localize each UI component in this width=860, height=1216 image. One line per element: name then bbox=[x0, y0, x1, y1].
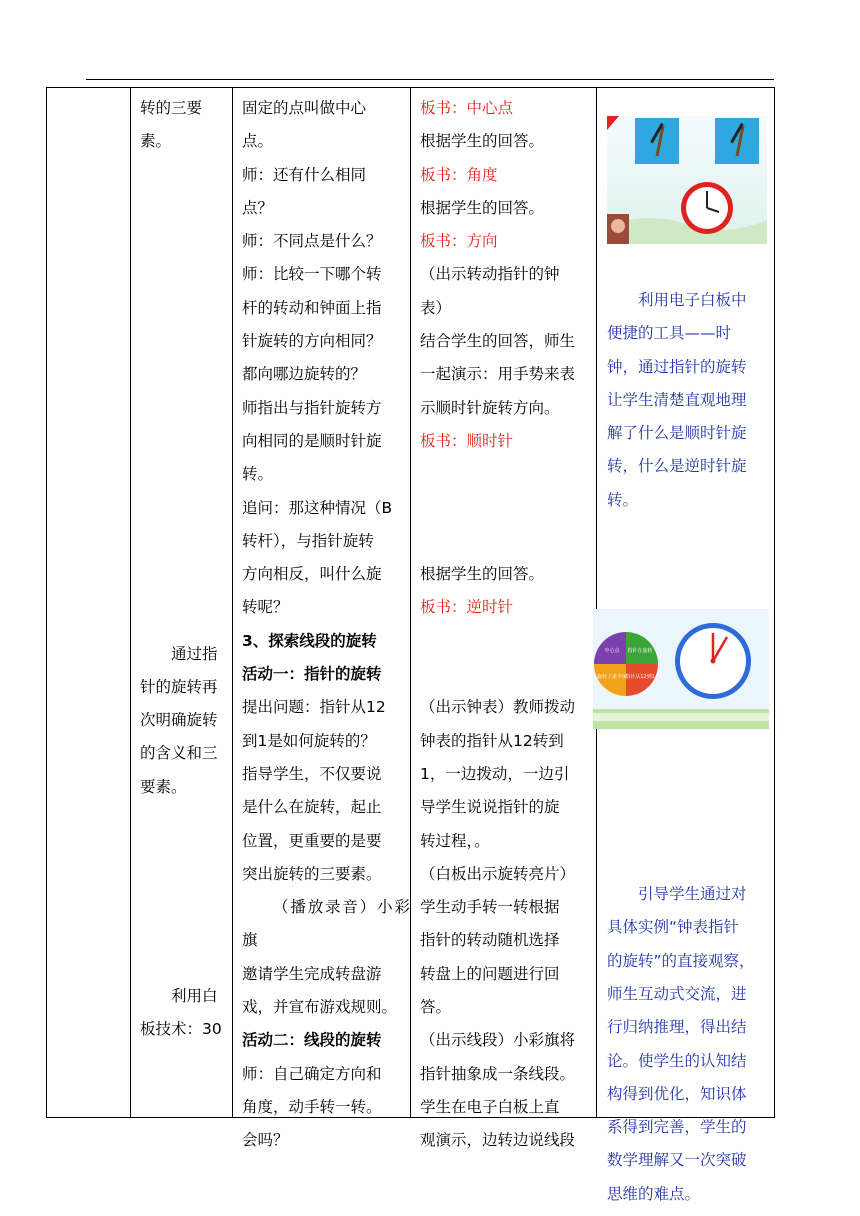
student-line: 转过程，。 bbox=[420, 831, 490, 850]
student-line: （出示钟表）教师拨动 bbox=[420, 698, 576, 717]
board-note: 板书：顺时针 bbox=[420, 431, 514, 450]
objective-line: 利用白 bbox=[171, 987, 218, 1006]
board-note: 板书：角度 bbox=[420, 165, 498, 184]
teacher-line: 方向相反，叫什么旋 bbox=[242, 565, 382, 584]
design-note-line: 思维的难点。 bbox=[607, 1184, 701, 1203]
student-line: 学生在电子白板上直 bbox=[420, 1097, 560, 1116]
student-line: 示顺时针旋转方向。 bbox=[420, 398, 560, 417]
objective-column bbox=[140, 88, 232, 1047]
teacher-line: 师：还有什么相同 bbox=[242, 165, 367, 184]
teacher-line: 针旋转的方向相同？ bbox=[242, 332, 382, 351]
student-line: 指针的转动随机选择 bbox=[420, 931, 560, 950]
rotating-rods-clock-image bbox=[607, 116, 767, 244]
pie-label: 指针从12到1 bbox=[625, 674, 655, 680]
student-line: 学生动手转一转根据 bbox=[420, 898, 560, 917]
activity-title: 活动一：指针的旋转 bbox=[242, 665, 382, 684]
teacher-line: （播放录音）小彩旗 bbox=[242, 898, 410, 950]
header-rule bbox=[86, 79, 774, 80]
teacher-line: 师：比较一下哪个转 bbox=[242, 265, 382, 284]
student-line: 一起演示：用手势来表 bbox=[420, 365, 576, 384]
student-line: 指针抽象成一条线段。 bbox=[420, 1064, 576, 1083]
board-note: 板书：逆时针 bbox=[420, 598, 514, 617]
column-divider bbox=[130, 88, 131, 1117]
objective-line: 要素。 bbox=[140, 777, 187, 796]
design-note-line: 转。 bbox=[607, 490, 639, 509]
teacher-line: 师指出与指针旋转方 bbox=[242, 398, 382, 417]
objective-line: 素。 bbox=[140, 132, 172, 151]
objective-line: 次明确旋转 bbox=[140, 711, 218, 730]
teacher-line: 转杆），与指针旋转 bbox=[242, 531, 374, 550]
student-line: 结合学生的回答，师生 bbox=[420, 332, 576, 351]
objective-line: 板技术：30 bbox=[140, 1020, 222, 1039]
teacher-line: 到1是如何旋转的？ bbox=[242, 731, 376, 750]
student-line: 答。 bbox=[420, 998, 452, 1017]
teacher-line: 指导学生，不仅要说 bbox=[242, 764, 382, 783]
teacher-line: 固定的点叫做中心 bbox=[242, 99, 367, 117]
objective-line: 的含义和三 bbox=[140, 744, 218, 763]
design-column bbox=[596, 88, 767, 1211]
student-line: 钟表的指针从12转到 bbox=[420, 731, 564, 750]
student-line: 根据学生的回答。 bbox=[420, 198, 545, 217]
teacher-line: 点。 bbox=[242, 132, 274, 151]
teacher-line: 向相同的是顺时针旋 bbox=[242, 431, 382, 450]
teacher-line: 提出问题：指针从12 bbox=[242, 698, 386, 717]
design-note-line: 利用电子白板中 bbox=[638, 291, 747, 309]
design-note-line: 的旋转”的直接观察， bbox=[607, 951, 755, 970]
spinner-clock-image bbox=[593, 609, 769, 729]
teacher-column bbox=[242, 88, 410, 1158]
column-divider bbox=[410, 88, 411, 1117]
student-line: 观演示，边转边说线段 bbox=[420, 1131, 576, 1150]
student-line: 根据学生的回答。 bbox=[420, 565, 545, 584]
teacher-line: 点？ bbox=[242, 198, 274, 217]
design-note-line: 构得到优化，知识体 bbox=[607, 1084, 747, 1103]
design-note-line: 便捷的工具——时 bbox=[607, 324, 732, 343]
student-line: 1，一边拨动，一边引 bbox=[420, 764, 570, 783]
design-note-line: 具体实例“钟表指针 bbox=[607, 918, 740, 937]
teacher-line: 转。 bbox=[242, 465, 274, 484]
teacher-line: 突出旋转的三要素。 bbox=[242, 864, 382, 883]
student-line: （出示线段）小彩旗将 bbox=[420, 1031, 576, 1050]
design-note-line: 解了什么是顺时针旋 bbox=[607, 424, 747, 443]
student-line: 根据学生的回答。 bbox=[420, 132, 545, 151]
teacher-line: 师：自己确定方向和 bbox=[242, 1064, 382, 1083]
board-note: 板书：方向 bbox=[420, 232, 498, 251]
objective-line: 通过指 bbox=[171, 644, 218, 663]
teacher-line: 是什么在旋转，起止 bbox=[242, 798, 382, 817]
objective-line: 转的三要 bbox=[140, 99, 203, 117]
design-note-line: 引导学生通过对 bbox=[638, 885, 747, 904]
section-heading: 3、探索线段的旋转 bbox=[242, 631, 377, 650]
pie-label: 指针在旋转 bbox=[627, 648, 653, 654]
design-note-line: 行归纳推理，得出结 bbox=[607, 1018, 747, 1037]
teacher-line: 都向哪边旋转的？ bbox=[242, 365, 367, 384]
design-note-line: 论。使学生的认知结 bbox=[607, 1051, 747, 1070]
lesson-plan-table bbox=[46, 87, 775, 1203]
teacher-line: 位置，更重要的是要 bbox=[242, 831, 382, 850]
student-line: 导学生说说指针的旋 bbox=[420, 798, 560, 817]
design-note-line: 钟，通过指针的旋转 bbox=[607, 357, 747, 376]
student-line: 表） bbox=[420, 298, 452, 317]
objective-line: 针的旋转再 bbox=[140, 677, 218, 696]
teacher-line: 戏，并宣布游戏规则。 bbox=[242, 998, 398, 1017]
column-divider bbox=[232, 88, 233, 1117]
pie-label: 旋转了多少度 bbox=[596, 674, 628, 680]
teacher-line: 会吗？ bbox=[242, 1131, 289, 1150]
student-line: （白板出示旋转亮片） bbox=[420, 864, 576, 883]
board-note: 板书：中心点 bbox=[420, 99, 514, 117]
activity-title: 活动二：线段的旋转 bbox=[242, 1031, 382, 1050]
student-line: （出示转动指针的钟 bbox=[420, 265, 560, 284]
design-note-line: 让学生清楚直观地理 bbox=[607, 390, 747, 409]
teacher-line: 邀请学生完成转盘游 bbox=[242, 964, 382, 983]
teacher-line: 角度，动手转一转。 bbox=[242, 1097, 382, 1116]
design-note-line: 数学理解又一次突破 bbox=[607, 1151, 747, 1170]
teacher-line: 追问：那这种情况（B bbox=[242, 498, 393, 517]
teacher-line: 杆的转动和钟面上指 bbox=[242, 298, 382, 317]
design-note-line: 转，什么是逆时针旋 bbox=[607, 457, 747, 476]
student-line: 转盘上的问题进行回 bbox=[420, 964, 560, 983]
teacher-line: 师：不同点是什么？ bbox=[242, 232, 382, 251]
pie-label: 中心点 bbox=[604, 648, 620, 654]
teacher-line: 转呢？ bbox=[242, 598, 289, 617]
student-column bbox=[420, 88, 598, 1158]
design-note-line: 系得到完善，学生的 bbox=[607, 1118, 747, 1137]
design-note-line: 师生互动式交流，进 bbox=[607, 984, 747, 1003]
